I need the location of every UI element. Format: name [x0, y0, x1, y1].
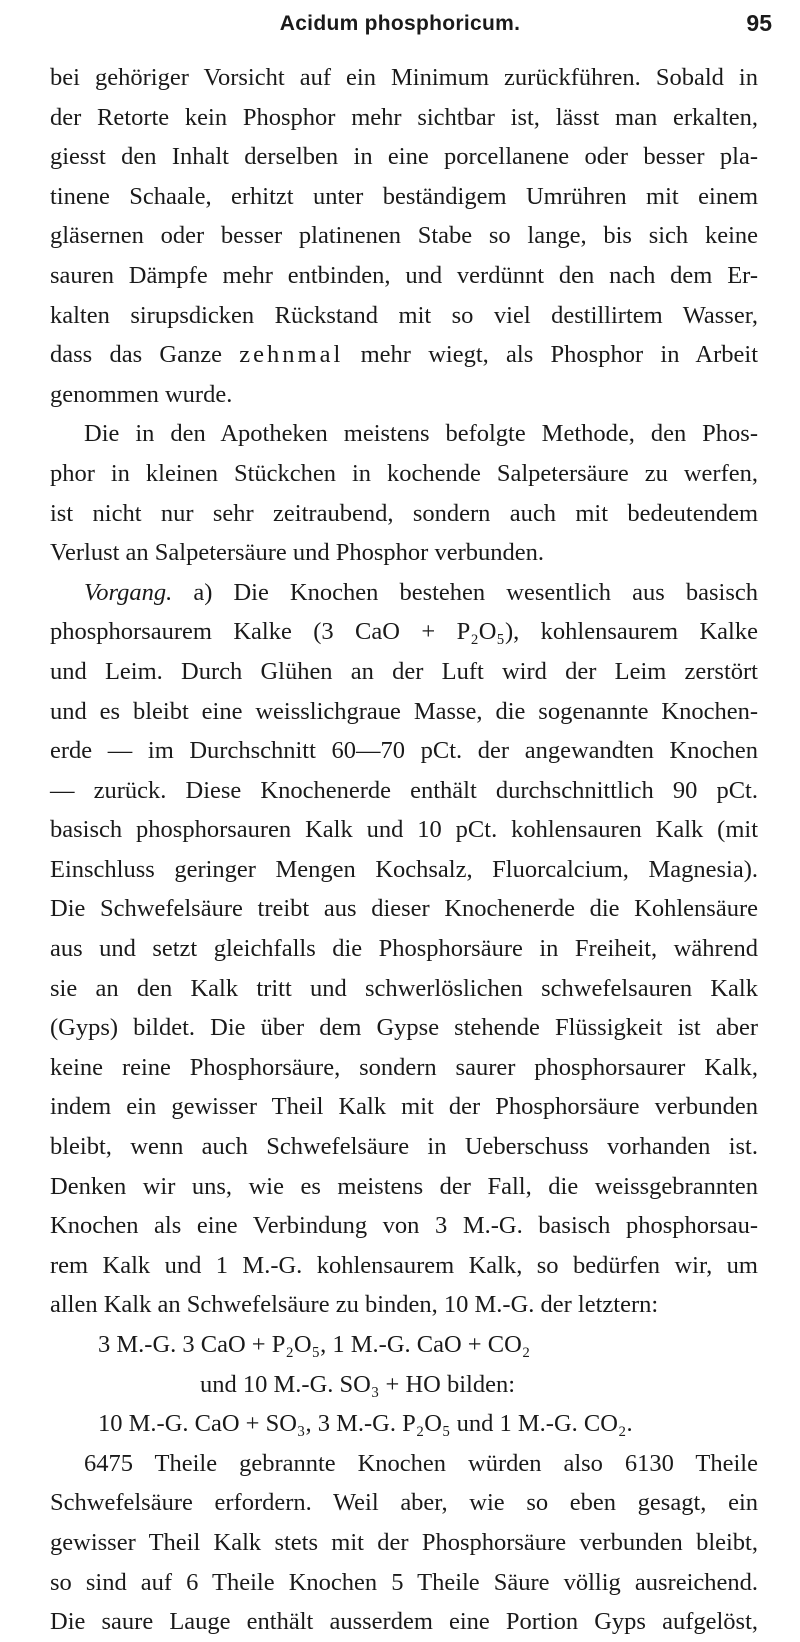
text-line: Schwefelsäure erfordern. Weil aber, wie so eben gesagt, ein [50, 1489, 758, 1517]
text-line: tinene Schaale, erhitzt unter beständigem Umrühren mit einem [50, 182, 758, 210]
text-line: erde — im Durchschnitt 60—70 pCt. der angewandten Knochen [50, 737, 758, 765]
line-text: dass das Ganze [50, 341, 240, 369]
section-label: Vorgang. [84, 578, 173, 606]
text-line: gewisser Theil Kalk stets mit der Phosphorsäure verbunden bleibt, [50, 1528, 758, 1556]
page-number: 95 [746, 10, 772, 36]
text-line: kalten sirupsdicken Rückstand mit so viel destillirtem Wasser, [50, 301, 758, 329]
text-line: giesst den Inhalt derselben in eine porcellanene oder besser pla- [50, 143, 758, 171]
text-line: Die Schwefelsäure treibt aus dieser Knochenerde die Kohlensäure [50, 895, 758, 923]
text-line: Verlust an Salpetersäure und Phosphor verbunden. [50, 539, 544, 567]
text-line [50, 573, 758, 613]
text-line: phosphorsaurem Kalke (3 CaO + P₂O₅), kohlensaurem Kalke [50, 618, 758, 646]
text-line: (Gyps) bildet. Die über dem Gypse stehende Flüssigkeit ist aber [50, 1014, 758, 1042]
formula-line: und 10 M.-G. SO₃ + HO bilden: [200, 1370, 515, 1398]
text-line: und Leim. Durch Glühen an der Luft wird der Leim zerstört [50, 657, 758, 685]
text-line: keine reine Phosphorsäure, sondern saurer phosphorsaurer Kalk, [50, 1053, 758, 1081]
text-line: 6475 Theile gebrannte Knochen würden also 6130 Theile [84, 1449, 758, 1477]
formula-line: 3 M.-G. 3 CaO + P₂O₅, 1 M.-G. CaO + CO₂ [98, 1331, 531, 1358]
text-line: allen Kalk an Schwefelsäure zu binden, 10 M.-G. der letztern: [50, 1291, 659, 1319]
text-line: sauren Dämpfe mehr entbinden, und verdünnt den nach dem Er- [50, 261, 758, 289]
formula-line: 10 M.-G. CaO + SO₃, 3 M.-G. P₂O₅ und 1 M.-G. CO₂. [98, 1410, 633, 1438]
text-line: indem ein gewisser Theil Kalk mit der Phosphorsäure verbunden [50, 1093, 758, 1121]
text-line: so sind auf 6 Theile Knochen 5 Theile Säure völlig ausreichend. [50, 1568, 758, 1596]
text-line: Die saure Lauge enthält ausserdem eine Portion Gyps aufgelöst, [50, 1608, 758, 1636]
running-head [0, 6, 800, 46]
text-line: phor in kleinen Stückchen in kochende Salpetersäure zu werfen, [50, 459, 758, 487]
text-line: Knochen als eine Verbindung von 3 M.-G. basisch phosphorsau- [50, 1212, 758, 1240]
text-line: Die in den Apotheken meistens befolgte Methode, den Phos- [84, 420, 758, 448]
text-line: genommen wurde. [50, 380, 233, 408]
text-line: aus und setzt gleichfalls die Phosphorsäure in Freiheit, während [50, 935, 758, 963]
text-line: der Retorte kein Phosphor mehr sichtbar ist, lässt man erkalten, [50, 103, 758, 131]
text-line: bei gehöriger Vorsicht auf ein Minimum zurückführen. Sobald in [50, 64, 758, 91]
text-line [50, 335, 758, 375]
text-line: Einschluss geringer Mengen Kochsalz, Fluorcalcium, Magnesia). [50, 855, 758, 883]
text-line: — zurück. Diese Knochenerde enthält durchschnittlich 90 pCt. [50, 776, 758, 804]
line-text: a) Die Knochen bestehen wesentlich aus basisch [172, 578, 758, 606]
text-line: Denken wir uns, wie es meistens der Fall, die weissgebrannten [50, 1172, 758, 1200]
line-text: mehr wiegt, als Phosphor in Arbeit [343, 341, 759, 369]
body-text [50, 58, 758, 1642]
running-title: Acidum phosphoricum. [279, 12, 521, 35]
text-line: bleibt, wenn auch Schwefelsäure in Ueberschuss vorhanden ist. [50, 1133, 758, 1161]
text-line: sie an den Kalk tritt und schwerlöslichen schwefelsauren Kalk [50, 974, 758, 1002]
spaced-emphasis: zehnmal [239, 341, 344, 369]
text-line: rem Kalk und 1 M.-G. kohlensaurem Kalk, so bedürfen wir, um [50, 1251, 758, 1279]
text-line: gläsernen oder besser platinenen Stabe so lange, bis sich keine [50, 222, 758, 250]
text-line: und es bleibt eine weisslichgraue Masse, die sogenannte Knochen- [50, 697, 758, 725]
text-line: ist nicht nur sehr zeitraubend, sondern auch mit bedeutendem [50, 499, 758, 527]
text-line: basisch phosphorsauren Kalk und 10 pCt. kohlensauren Kalk (mit [50, 816, 758, 844]
